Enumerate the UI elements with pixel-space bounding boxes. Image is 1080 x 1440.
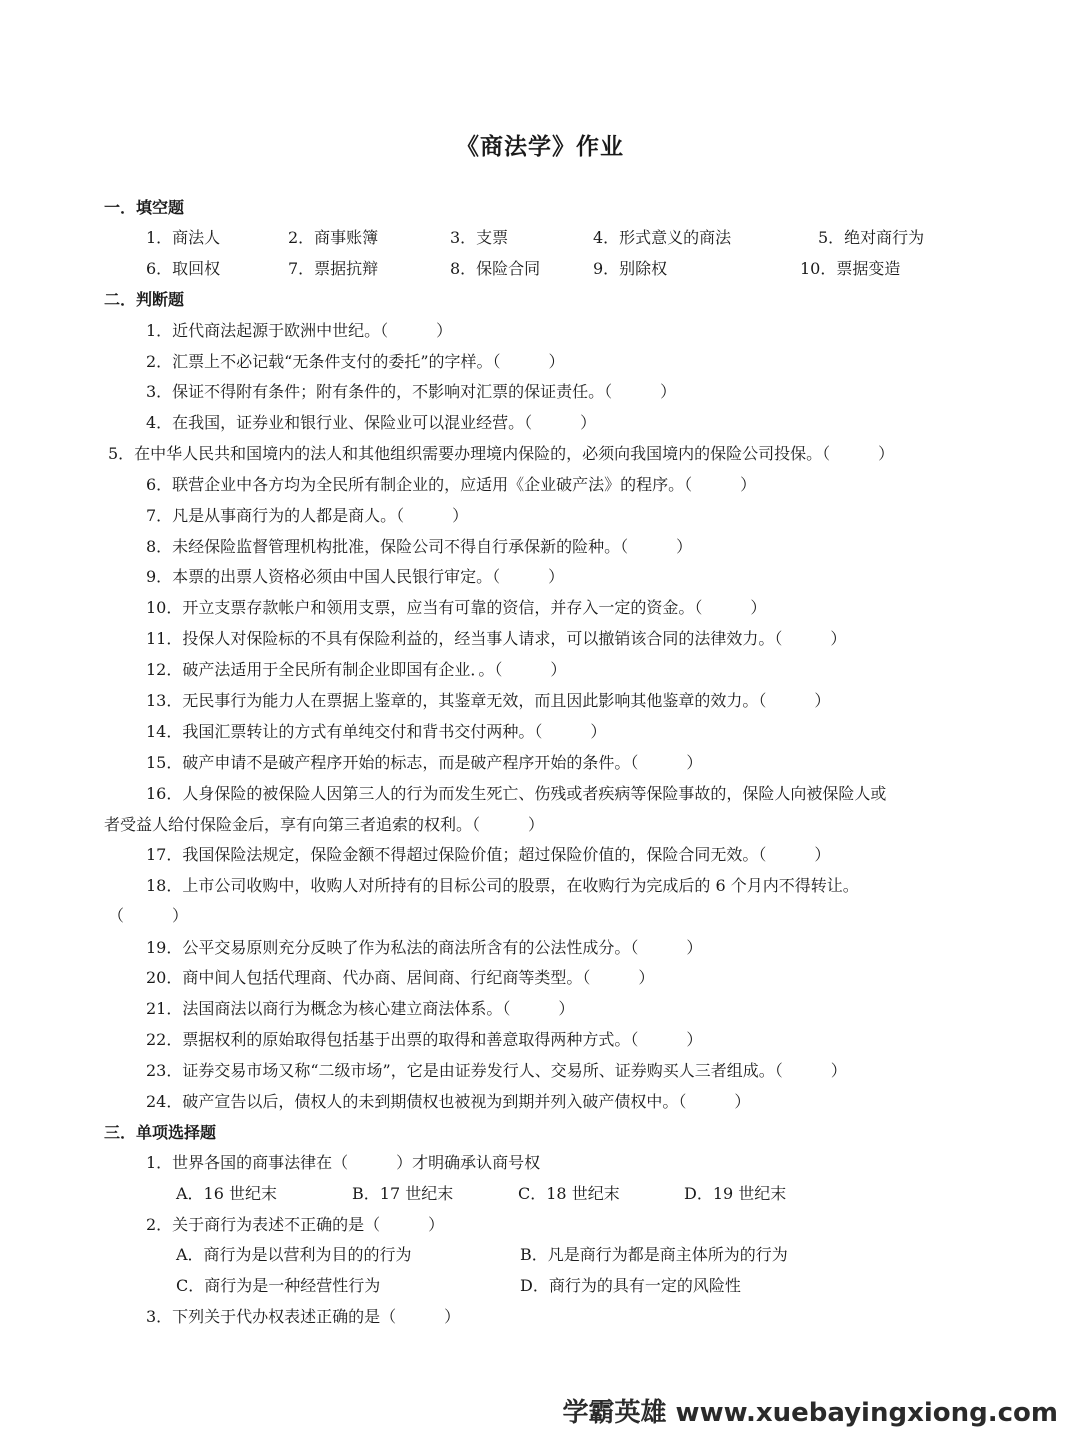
question-line: 23．证券交易市场又称“二级市场”，它是由证券发行人、交易所、证券购买人三者组成。（ ） <box>146 1061 847 1080</box>
question-line: 5．在中华人民共和国境内的法人和其他组织需要办理境内保险的，必须向我国境内的保险公司投保。（ ） <box>108 444 895 463</box>
section-heading-true-false: 二．判断题 <box>104 290 185 309</box>
fill-item: 3．支票 <box>450 228 509 247</box>
fill-item: 5．绝对商行为 <box>818 228 925 247</box>
question-line: 13．无民事行为能力人在票据上鉴章的，其鉴章无效，而且因此影响其他鉴章的效力。（ ） <box>146 691 831 710</box>
question-line: 21．法国商法以商行为概念为核心建立商法体系。（ ） <box>146 999 575 1018</box>
question-line: 12．破产法适用于全民所有制企业即国有企业．。（ ） <box>146 660 567 679</box>
question-line: 22．票据权利的原始取得包括基于出票的取得和善意取得两种方式。（ ） <box>146 1030 703 1049</box>
question-line: 8．未经保险监督管理机构批准，保险公司不得自行承保新的险种。（ ） <box>146 537 693 556</box>
question-line: 14．我国汇票转让的方式有单纯交付和背书交付两种。（ ） <box>146 722 607 741</box>
fill-item: 6．取回权 <box>146 259 221 278</box>
page-title: 《商法学》作业 <box>456 134 624 160</box>
question-line: 16．人身保险的被保险人因第三人的行为而发生死亡、伤残或者疾病等保险事故的，保险人向被保险人或 <box>146 784 887 803</box>
section-heading-fill-blank: 一．填空题 <box>104 198 185 217</box>
question-line: 19．公平交易原则充分反映了作为私法的商法所含有的公法性成分。（ ） <box>146 938 703 957</box>
question-line: 1．近代商法起源于欧洲中世纪。（ ） <box>146 321 453 340</box>
option-text: B．17 世纪末 <box>352 1184 454 1203</box>
question-line: （ ） <box>108 906 189 925</box>
question-line: 6．联营企业中各方均为全民所有制企业的，应适用《企业破产法》的程序。（ ） <box>146 475 757 494</box>
question-line: 7．凡是从事商行为的人都是商人。（ ） <box>146 506 469 525</box>
fill-item: 10．票据变造 <box>800 259 901 278</box>
question-line: 3．保证不得附有条件；附有条件的，不影响对汇票的保证责任。（ ） <box>146 382 677 401</box>
fill-item: 2．商事账簿 <box>288 228 379 247</box>
question-line: 4．在我国，证券业和银行业、保险业可以混业经营。（ ） <box>146 413 597 432</box>
fill-item: 9．别除权 <box>593 259 668 278</box>
question-line: 18．上市公司收购中，收购人对所持有的目标公司的股票，在收购行为完成后的 6 个月内不得转让。 <box>146 876 859 895</box>
fill-item: 4．形式意义的商法 <box>593 228 732 247</box>
question-line: 9．本票的出票人资格必须由中国人民银行审定。（ ） <box>146 567 565 586</box>
question-line: 者受益人给付保险金后，享有向第三者追索的权利。（ ） <box>104 815 545 834</box>
question-line: 11．投保人对保险标的不具有保险利益的，经当事人请求，可以撤销该合同的法律效力。（ ） <box>146 629 847 648</box>
question-line: 20．商中间人包括代理商、代办商、居间商、行纪商等类型。（ ） <box>146 968 655 987</box>
option-text: C．18 世纪末 <box>518 1184 620 1203</box>
question-line: 17．我国保险法规定，保险金额不得超过保险价值；超过保险价值的，保险合同无效。（ ） <box>146 845 831 864</box>
section-heading-single-choice: 三．单项选择题 <box>104 1123 217 1142</box>
watermark: 学霸英雄 www.xuebayingxiong.com <box>562 1398 1058 1428</box>
question-line: 2．关于商行为表述不正确的是（ ） <box>146 1215 445 1234</box>
option-text: B．凡是商行为都是商主体所为的行为 <box>520 1245 788 1264</box>
question-line: 10．开立支票存款帐户和领用支票，应当有可靠的资信，并存入一定的资金。（ ） <box>146 598 767 617</box>
question-line: 24．破产宣告以后，债权人的未到期债权也被视为到期并列入破产债权中。（ ） <box>146 1092 751 1111</box>
option-text: C．商行为是一种经营性行为 <box>176 1276 381 1295</box>
question-line: 3．下列关于代办权表述正确的是（ ） <box>146 1307 461 1326</box>
question-line: 1．世界各国的商事法律在（ ）才明确承认商号权 <box>146 1153 541 1172</box>
question-line: 15．破产申请不是破产程序开始的标志，而是破产程序开始的条件。（ ） <box>146 753 703 772</box>
fill-item: 1．商法人 <box>146 228 221 247</box>
option-text: A．商行为是以营利为目的的行为 <box>176 1245 412 1264</box>
fill-item: 7．票据抗辩 <box>288 259 379 278</box>
fill-item: 8．保险合同 <box>450 259 541 278</box>
option-text: A．16 世纪末 <box>176 1184 278 1203</box>
option-text: D．19 世纪末 <box>684 1184 787 1203</box>
question-line: 2．汇票上不必记载“无条件支付的委托”的字样。（ ） <box>146 352 565 371</box>
option-text: D．商行为的具有一定的风险性 <box>520 1276 741 1295</box>
